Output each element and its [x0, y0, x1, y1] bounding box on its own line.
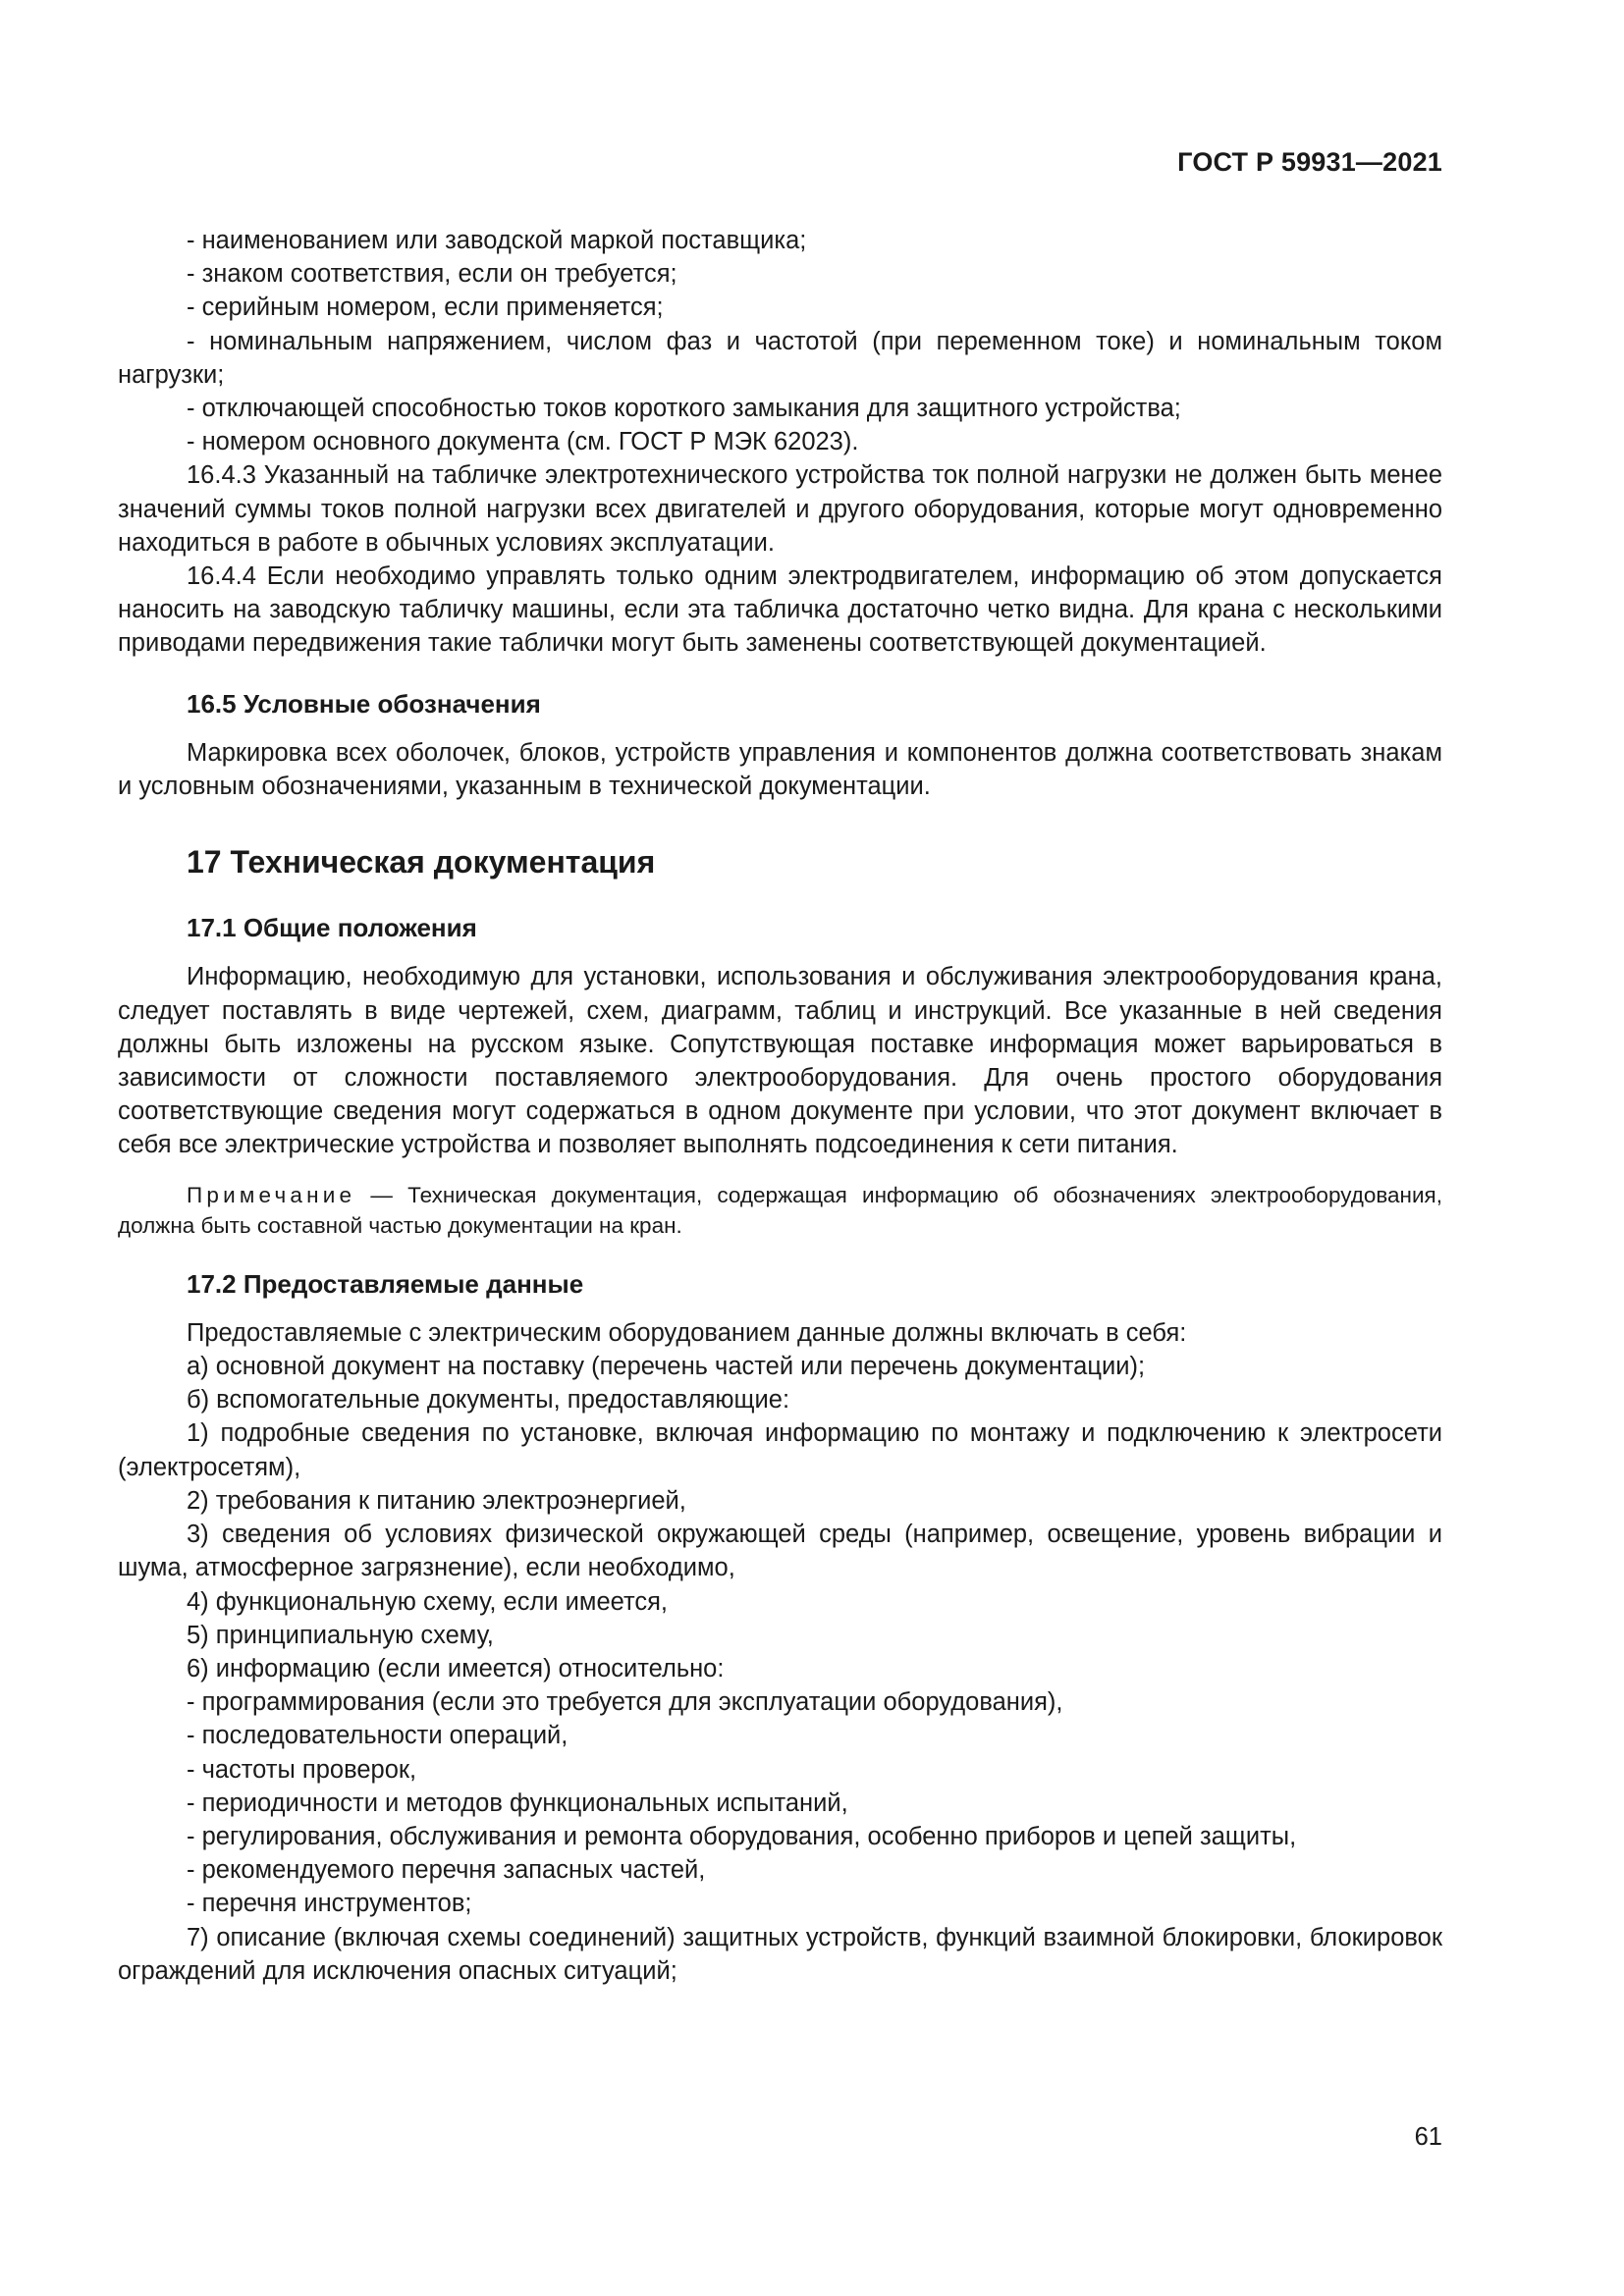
list-item: - последовательности операций,	[187, 1722, 568, 1750]
list-item: - наименованием или заводской маркой поставщика;	[187, 227, 807, 254]
section-heading-17: 17 Техническая документация	[187, 844, 656, 881]
section-heading-17-1: 17.1 Общие положения	[187, 913, 477, 943]
list-item: - периодичности и методов функциональных испытаний,	[187, 1789, 848, 1817]
list-item: Предоставляемые с электрическим оборудованием данные должны включать в себя:	[187, 1318, 1187, 1347]
list-item: 7) описание (включая схемы соединений) защитных устройств, функций взаимной блокировки, блокировок ограждений для исключения опасных ситуаций;	[118, 1923, 1442, 1985]
list-item: - номинальным напряжением, числом фаз и частотой (при переменном токе) и номинальным током нагрузки;	[118, 327, 1442, 389]
paragraph-16-5: Маркировка всех оболочек, блоков, устройств управления и компонентов должна соответствовать знакам и условным обозначениями, указанным в технической документации.	[118, 738, 1442, 801]
document-header-id: ГОСТ Р 59931—2021	[1177, 147, 1442, 177]
list-item: - рекомендуемого перечня запасных частей,	[187, 1856, 706, 1885]
section-heading-17-2: 17.2 Предоставляемые данные	[187, 1268, 584, 1299]
list-item: 1) подробные сведения по установке, включая информацию по монтажу и подключению к электросети (электросетям),	[118, 1419, 1442, 1481]
list-item: 3) сведения об условиях физической окружающей среды (например, освещение, уровень вибрации и шума, атмосферное загрязнение), если необходимо,	[118, 1521, 1442, 1582]
note	[118, 1180, 1442, 1241]
section-heading-16-5: 16.5 Условные обозначения	[187, 688, 541, 719]
list-item: - номером основного документа (см. ГОСТ Р МЭК 62023).	[187, 428, 859, 456]
list-item: - отключающей способностью токов короткого замыкания для защитного устройства;	[187, 395, 1181, 423]
list-item: - серийным номером, если применяется;	[187, 294, 664, 322]
list-item: 6) информацию (если имеется) относительно:	[187, 1654, 725, 1682]
list-item: а) основной документ на поставку (перечень частей или перечень документации);	[187, 1353, 1146, 1381]
list-item: - знаком соответствия, если он требуется;	[187, 260, 677, 289]
paragraph-16-4-3: 16.4.3 Указанный на табличке электротехнического устройства ток полной нагрузки не должен быть менее значений суммы токов полной нагрузки всех двигателей и другого оборудования, которые могут одновременно находиться в работе в обычных условиях эксплуатации.	[118, 461, 1442, 557]
list-item: - регулирования, обслуживания и ремонта оборудования, особенно приборов и цепей защиты,	[187, 1822, 1297, 1850]
list-item: - перечня инструментов;	[187, 1890, 472, 1918]
paragraph-16-4-4: 16.4.4 Если необходимо управлять только одним электродвигателем, информацию об этом допускается наносить на заводскую табличку машины, если эта табличка достаточно четко видна. Для крана с несколькими приводами передвижения такие таблички могут быть заменены соответствующей документацией.	[118, 562, 1442, 658]
list-item: б) вспомогательные документы, предоставляющие:	[187, 1386, 790, 1415]
list-item: 2) требования к питанию электроэнергией,	[187, 1486, 686, 1515]
list-item: - программирования (если это требуется для эксплуатации оборудования),	[187, 1688, 1063, 1717]
list-item: 4) функциональную схему, если имеется,	[187, 1587, 668, 1616]
paragraph-17-1: Информацию, необходимую для установки, использования и обслуживания электрооборудования крана, следует поставлять в виде чертежей, схем, диаграмм, таблиц и инструкций. Все указанные в ней сведения должны быть изложены на русском языке. Сопутствующая поставке информация может варьироваться в зависимости от сложности поставляемого электрооборудования. Для очень простого оборудования соответствующие сведения могут содержаться в одном документе при условии, что этот документ включает в себя все электрические устройства и позволяет выполнять подсоединения к сети питания.	[118, 963, 1442, 1159]
list-item: - частоты проверок,	[187, 1755, 417, 1784]
page-number: 61	[1414, 2123, 1442, 2151]
note-text: — Техническая документация, содержащая информацию об обозначениях электрооборудования, должна быть составной частью документации на кран.	[118, 1182, 1442, 1238]
list-item: 5) принципиальную схему,	[187, 1621, 494, 1649]
document-body	[118, 224, 1442, 1988]
note-label: Примечание	[187, 1182, 356, 1207]
